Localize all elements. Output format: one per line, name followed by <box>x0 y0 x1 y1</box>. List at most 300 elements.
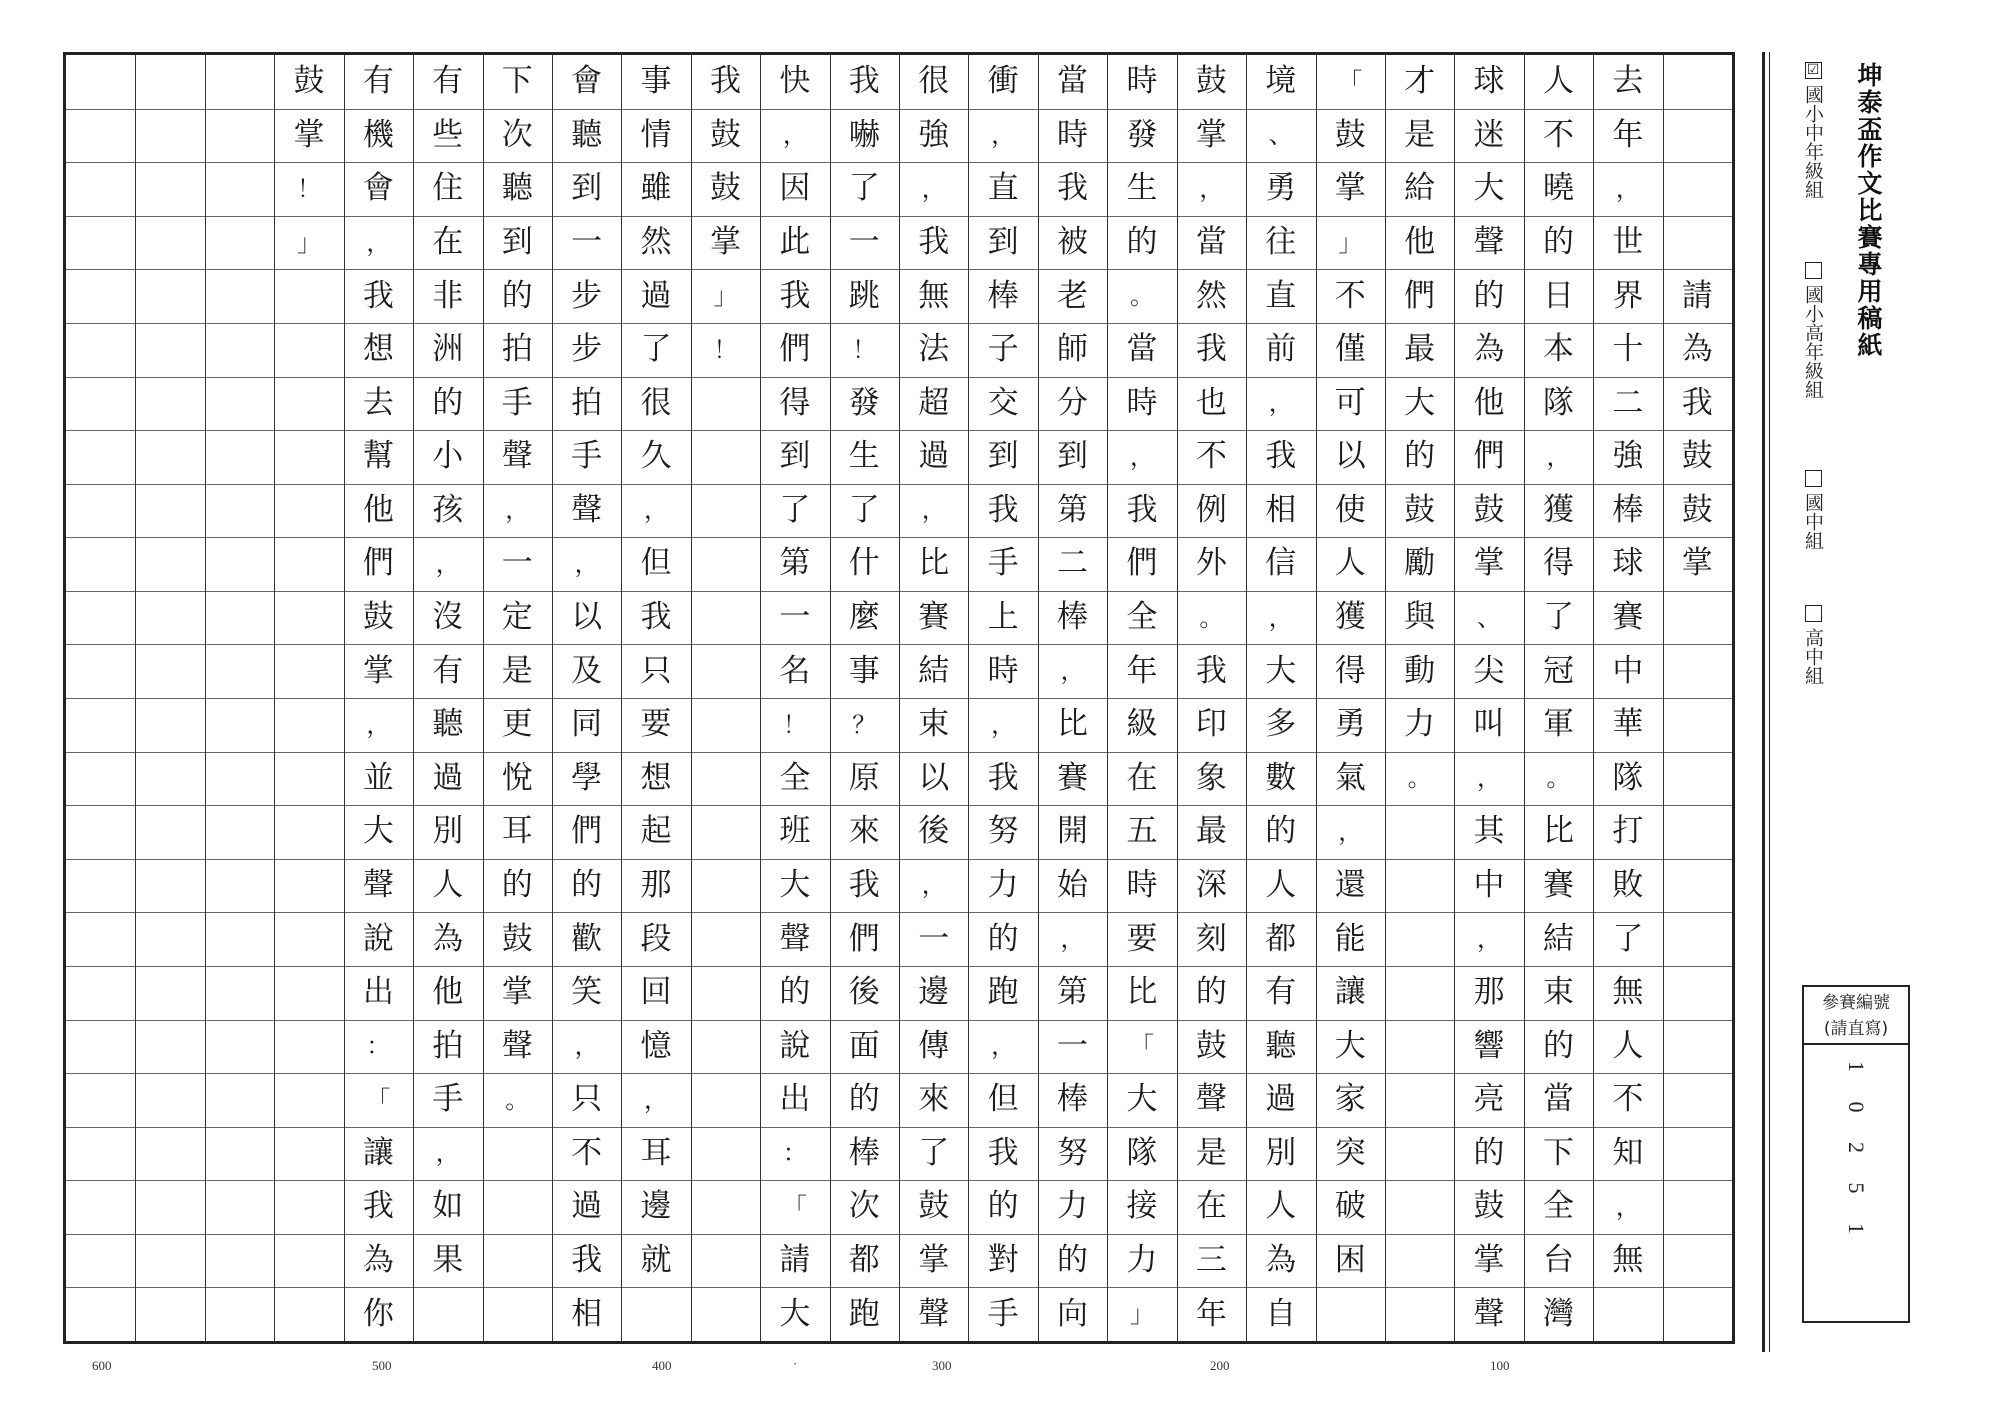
manuscript-cell <box>66 1287 135 1341</box>
checkbox-icon[interactable] <box>1805 470 1822 487</box>
manuscript-cell: 步 <box>571 277 603 314</box>
manuscript-cell: ： <box>782 1139 807 1168</box>
manuscript-cell: 人 <box>1334 545 1366 582</box>
manuscript-cell: 衝 <box>987 63 1019 100</box>
manuscript-cell: 年 <box>1126 652 1158 689</box>
manuscript-cell <box>1663 805 1732 859</box>
manuscript-cell: 都 <box>1265 920 1297 957</box>
manuscript-cell: 的 <box>1542 1027 1574 1064</box>
manuscript-cell <box>1663 1180 1732 1234</box>
manuscript-cell <box>691 484 760 538</box>
option-lower-elementary[interactable] <box>1800 62 1827 199</box>
entry-number-label: 參賽編號 <box>1822 993 1890 1013</box>
manuscript-cell: 法 <box>918 331 950 368</box>
manuscript-cell <box>274 269 343 323</box>
manuscript-cell: 得 <box>779 384 811 421</box>
manuscript-cell <box>274 644 343 698</box>
manuscript-cell <box>1663 1019 1732 1073</box>
manuscript-cell: 次 <box>848 1188 880 1225</box>
manuscript-cell: 的 <box>432 384 464 421</box>
entry-number-value[interactable]: 1 0 2 5 1 <box>1844 1061 1869 1246</box>
manuscript-cell: 次 <box>501 116 533 153</box>
manuscript-cell <box>205 162 274 216</box>
manuscript-cell: 世 <box>1612 224 1644 261</box>
manuscript-cell: 想 <box>362 331 394 368</box>
manuscript-cell: 手 <box>987 1295 1019 1332</box>
manuscript-cell: 人 <box>432 866 464 903</box>
manuscript-cell: 到 <box>501 224 533 261</box>
manuscript-cell <box>1663 1073 1732 1127</box>
manuscript-cell: 的 <box>1126 224 1158 261</box>
manuscript-cell: 過 <box>918 438 950 475</box>
manuscript-cell: 鼓 <box>709 116 741 153</box>
manuscript-cell: 手 <box>501 384 533 421</box>
manuscript-cell: 面 <box>848 1027 880 1064</box>
manuscript-cell: 麼 <box>848 599 880 636</box>
manuscript-cell: 拍 <box>571 384 603 421</box>
entry-number-header <box>1804 987 1908 1045</box>
manuscript-cell: 們 <box>571 813 603 850</box>
manuscript-cell: 亮 <box>1473 1081 1505 1118</box>
manuscript-cell: 一 <box>501 545 533 582</box>
manuscript-column <box>1385 55 1454 1341</box>
manuscript-cell: 印 <box>1195 706 1227 743</box>
manuscript-cell: 無 <box>918 277 950 314</box>
manuscript-cell: 過 <box>571 1188 603 1225</box>
manuscript-cell: 賽 <box>918 599 950 636</box>
manuscript-cell: 的 <box>571 866 603 903</box>
manuscript-cell: 的 <box>1473 1134 1505 1171</box>
manuscript-cell: 我 <box>848 63 880 100</box>
manuscript-cell: 我 <box>362 277 394 314</box>
manuscript-cell: 來 <box>918 1081 950 1118</box>
manuscript-cell <box>274 376 343 430</box>
manuscript-cell <box>274 698 343 752</box>
manuscript-cell: 鼓 <box>1681 438 1713 475</box>
char-counter: 200 <box>1210 1358 1230 1373</box>
manuscript-cell: ， <box>991 1032 1016 1061</box>
manuscript-cell: 為 <box>432 920 464 957</box>
manuscript-cell: 了 <box>779 491 811 528</box>
manuscript-cell: 例 <box>1195 491 1227 528</box>
manuscript-cell: 束 <box>918 706 950 743</box>
manuscript-cell: ， <box>1060 925 1085 954</box>
manuscript-cell: 曉 <box>1542 170 1574 207</box>
manuscript-cell: 努 <box>1057 1134 1089 1171</box>
manuscript-cell: 聽 <box>432 706 464 743</box>
manuscript-cell: 球 <box>1473 63 1505 100</box>
manuscript-cell: 一 <box>1057 1027 1089 1064</box>
manuscript-column <box>691 55 760 1341</box>
manuscript-cell: 跑 <box>848 1295 880 1332</box>
manuscript-cell <box>205 1234 274 1288</box>
manuscript-cell: 有 <box>432 63 464 100</box>
manuscript-cell <box>135 912 204 966</box>
manuscript-cell <box>1663 644 1732 698</box>
manuscript-column <box>1107 55 1176 1341</box>
manuscript-cell <box>135 323 204 377</box>
manuscript-cell: 直 <box>1265 277 1297 314</box>
manuscript-cell: 在 <box>432 224 464 261</box>
manuscript-cell <box>1385 1073 1454 1127</box>
manuscript-cell <box>205 1073 274 1127</box>
manuscript-cell: 生 <box>848 438 880 475</box>
manuscript-cell: 但 <box>987 1081 1019 1118</box>
manuscript-cell: 就 <box>640 1242 672 1278</box>
manuscript-cell: ， <box>435 549 460 578</box>
manuscript-cell <box>691 1019 760 1073</box>
manuscript-cell: 。 <box>1199 603 1224 632</box>
manuscript-cell <box>274 591 343 645</box>
manuscript-cell <box>66 1127 135 1181</box>
manuscript-cell: 賽 <box>1057 759 1089 796</box>
panel-divider <box>1762 52 1770 1352</box>
manuscript-cell: 不 <box>571 1134 603 1171</box>
manuscript-cell: 的 <box>501 277 533 314</box>
manuscript-cell: 拍 <box>432 1027 464 1064</box>
manuscript-cell <box>66 216 135 270</box>
manuscript-cell: 結 <box>918 652 950 689</box>
manuscript-cell <box>1385 1234 1454 1288</box>
manuscript-cell: 結 <box>1542 920 1574 957</box>
manuscript-cell: 勵 <box>1404 545 1436 582</box>
manuscript-cell: 日 <box>1542 277 1574 314</box>
manuscript-cell: 境 <box>1265 63 1297 100</box>
manuscript-cell: 聲 <box>1195 1081 1227 1118</box>
manuscript-cell <box>1385 1127 1454 1181</box>
manuscript-cell: 氣 <box>1334 759 1366 796</box>
manuscript-cell <box>135 484 204 538</box>
manuscript-cell <box>205 698 274 752</box>
manuscript-cell: 聽 <box>501 170 533 207</box>
manuscript-cell: 大 <box>1126 1081 1158 1118</box>
manuscript-cell <box>66 859 135 913</box>
manuscript-cell: 大 <box>1265 652 1297 689</box>
manuscript-cell <box>1663 55 1732 109</box>
manuscript-cell: 下 <box>501 63 533 100</box>
manuscript-cell: 會 <box>571 63 603 100</box>
manuscript-cell: 最 <box>1404 331 1436 368</box>
manuscript-cell <box>691 1287 760 1341</box>
manuscript-cell: 以 <box>918 759 950 796</box>
manuscript-cell: 不 <box>1612 1081 1644 1118</box>
manuscript-cell: 鼓 <box>1681 491 1713 528</box>
manuscript-cell: 小 <box>432 438 464 475</box>
manuscript-cell <box>274 430 343 484</box>
manuscript-cell <box>1663 966 1732 1020</box>
manuscript-cell <box>205 216 274 270</box>
manuscript-cell: 隊 <box>1126 1134 1158 1171</box>
manuscript-cell <box>135 698 204 752</box>
manuscript-column <box>1593 55 1662 1341</box>
manuscript-cell: 自 <box>1265 1295 1297 1332</box>
manuscript-cell: 跳 <box>848 277 880 314</box>
manuscript-cell <box>66 966 135 1020</box>
manuscript-column <box>1524 55 1593 1341</box>
manuscript-cell <box>66 912 135 966</box>
manuscript-cell <box>66 537 135 591</box>
manuscript-cell: 了 <box>848 491 880 528</box>
manuscript-cell <box>135 644 204 698</box>
manuscript-cell: 請 <box>779 1242 811 1278</box>
manuscript-cell: ？ <box>852 710 877 739</box>
manuscript-cell: 當 <box>1126 331 1158 368</box>
manuscript-cell: 但 <box>640 545 672 582</box>
manuscript-cell: 了 <box>848 170 880 207</box>
manuscript-cell <box>1385 1287 1454 1341</box>
manuscript-cell <box>1663 1287 1732 1341</box>
manuscript-cell <box>274 1234 343 1288</box>
manuscript-cell: 有 <box>1265 974 1297 1011</box>
manuscript-cell: 第 <box>779 545 811 582</box>
manuscript-cell: 子 <box>987 331 1019 368</box>
manuscript-column <box>552 55 621 1341</box>
manuscript-cell <box>66 1180 135 1234</box>
manuscript-cell <box>205 644 274 698</box>
manuscript-cell: 回 <box>640 974 672 1011</box>
manuscript-column <box>205 55 274 1341</box>
manuscript-cell: 到 <box>1057 438 1089 475</box>
manuscript-cell: 不 <box>1195 438 1227 475</box>
manuscript-cell <box>135 216 204 270</box>
manuscript-cell: 手 <box>571 438 603 475</box>
manuscript-cell: 他 <box>1473 384 1505 421</box>
manuscript-cell: 鼓 <box>293 63 325 100</box>
manuscript-cell: 力 <box>1057 1188 1089 1225</box>
manuscript-cell: 人 <box>1265 866 1297 903</box>
manuscript-cell: 起 <box>640 813 672 850</box>
manuscript-column <box>274 55 343 1341</box>
manuscript-cell: 孩 <box>432 491 464 528</box>
manuscript-cell: 的 <box>1404 438 1436 475</box>
manuscript-cell: 人 <box>1542 63 1574 100</box>
manuscript-cell: 的 <box>1057 1242 1089 1278</box>
manuscript-cell: 別 <box>432 813 464 850</box>
checkbox-icon[interactable] <box>1805 262 1822 279</box>
manuscript-cell: 中 <box>1473 866 1505 903</box>
manuscript-cell <box>691 591 760 645</box>
manuscript-cell: 他 <box>432 974 464 1011</box>
manuscript-cell <box>274 1287 343 1341</box>
manuscript-cell: ， <box>1477 764 1502 793</box>
manuscript-cell: 十 <box>1612 331 1644 368</box>
manuscript-cell: 深 <box>1195 866 1227 903</box>
manuscript-cell: ， <box>921 496 946 525</box>
manuscript-cell: 聲 <box>501 438 533 475</box>
manuscript-column <box>413 55 482 1341</box>
manuscript-cell: 困 <box>1334 1242 1366 1278</box>
manuscript-cell: ， <box>574 549 599 578</box>
manuscript-cell: 大 <box>1473 170 1505 207</box>
manuscript-cell: 然 <box>640 224 672 261</box>
manuscript-cell: 往 <box>1265 224 1297 261</box>
manuscript-cell <box>274 966 343 1020</box>
char-counter: · <box>793 1356 798 1371</box>
manuscript-cell: ， <box>921 174 946 203</box>
checkbox-icon[interactable]: ☑ <box>1805 62 1822 79</box>
manuscript-cell: ， <box>1129 442 1154 471</box>
manuscript-cell: 鼓 <box>1404 491 1436 528</box>
manuscript-cell: 界 <box>1612 277 1644 314</box>
manuscript-cell: 也 <box>1195 384 1227 421</box>
manuscript-cell: 大 <box>779 1295 811 1332</box>
manuscript-cell: 笑 <box>571 974 603 1011</box>
manuscript-cell: 你 <box>362 1295 394 1332</box>
manuscript-cell: ！ <box>852 335 877 364</box>
option-junior-high[interactable] <box>1800 470 1827 550</box>
manuscript-cell <box>274 1180 343 1234</box>
manuscript-cell <box>205 805 274 859</box>
manuscript-cell: 聲 <box>501 1027 533 1064</box>
manuscript-cell: ， <box>435 1139 460 1168</box>
manuscript-cell: 時 <box>1126 63 1158 100</box>
manuscript-cell <box>691 698 760 752</box>
manuscript-cell <box>66 376 135 430</box>
manuscript-cell <box>135 1127 204 1181</box>
manuscript-cell: 有 <box>432 652 464 689</box>
manuscript-cell: 」 <box>296 228 321 257</box>
manuscript-cell <box>1385 805 1454 859</box>
manuscript-cell: 要 <box>1126 920 1158 957</box>
manuscript-cell: 第 <box>1057 974 1089 1011</box>
manuscript-cell: 出 <box>362 974 394 1011</box>
manuscript-cell: 如 <box>432 1188 464 1225</box>
manuscript-cell: ， <box>991 121 1016 150</box>
manuscript-cell: 我 <box>1057 170 1089 207</box>
manuscript-cell: ， <box>782 121 807 150</box>
option-label: 國小中年級組 <box>1802 85 1824 199</box>
manuscript-cell: 棒 <box>1057 599 1089 636</box>
manuscript-cell: 耳 <box>640 1134 672 1171</box>
manuscript-cell: 」 <box>1338 228 1363 257</box>
manuscript-cell: 努 <box>987 813 1019 850</box>
manuscript-cell: 有 <box>362 63 394 100</box>
manuscript-cell: 「 <box>1129 1032 1154 1061</box>
manuscript-cell: 聲 <box>362 866 394 903</box>
manuscript-cell: 幫 <box>362 438 394 475</box>
manuscript-cell: 打 <box>1612 813 1644 850</box>
manuscript-cell <box>135 430 204 484</box>
manuscript-cell: 其 <box>1473 813 1505 850</box>
option-label: 高中組 <box>1802 628 1824 685</box>
manuscript-cell <box>1663 216 1732 270</box>
manuscript-cell: 全 <box>1126 599 1158 636</box>
char-counter: 500 <box>372 1358 392 1373</box>
manuscript-cell: 前 <box>1265 331 1297 368</box>
manuscript-cell <box>1663 162 1732 216</box>
manuscript-cell <box>621 1287 690 1341</box>
manuscript-cell: 」 <box>713 282 738 311</box>
manuscript-cell: 沒 <box>432 599 464 636</box>
manuscript-cell: 會 <box>362 170 394 207</box>
manuscript-cell: 師 <box>1057 331 1089 368</box>
manuscript-cell: 我 <box>1681 384 1713 421</box>
manuscript-cell: 大 <box>1404 384 1436 421</box>
manuscript-cell: 說 <box>779 1027 811 1064</box>
option-upper-elementary[interactable] <box>1800 262 1827 399</box>
manuscript-cell: 年 <box>1612 116 1644 153</box>
manuscript-cell: 掌 <box>362 652 394 689</box>
manuscript-column <box>968 55 1037 1341</box>
manuscript-cell: ， <box>1199 174 1224 203</box>
option-senior-high[interactable] <box>1800 605 1827 685</box>
manuscript-cell: 相 <box>571 1295 603 1332</box>
manuscript-cell: 始 <box>1057 866 1089 903</box>
manuscript-cell <box>483 1127 552 1181</box>
entry-number-box <box>1802 985 1910 1323</box>
manuscript-column <box>899 55 968 1341</box>
manuscript-cell: 邊 <box>640 1188 672 1225</box>
manuscript-cell <box>1663 1127 1732 1181</box>
manuscript-cell <box>66 55 135 109</box>
manuscript-cell <box>205 109 274 163</box>
manuscript-cell: 球 <box>1612 545 1644 582</box>
manuscript-cell: 得 <box>1334 652 1366 689</box>
manuscript-cell: 聲 <box>918 1295 950 1332</box>
manuscript-cell: ， <box>1546 442 1571 471</box>
manuscript-cell: ， <box>366 228 391 257</box>
manuscript-cell: 步 <box>571 331 603 368</box>
manuscript-cell: 「 <box>1338 67 1363 96</box>
manuscript-cell: 掌 <box>1334 170 1366 207</box>
manuscript-cell: 大 <box>1334 1027 1366 1064</box>
manuscript-cell: 是 <box>1195 1134 1227 1171</box>
manuscript-cell: 非 <box>432 277 464 314</box>
manuscript-cell: 鼓 <box>1195 63 1227 100</box>
manuscript-cell: 的 <box>779 974 811 1011</box>
manuscript-cell: 的 <box>1542 224 1574 261</box>
manuscript-cell: ， <box>921 871 946 900</box>
manuscript-cell <box>135 1234 204 1288</box>
manuscript-cell <box>66 805 135 859</box>
manuscript-cell: 都 <box>848 1242 880 1278</box>
manuscript-cell: 的 <box>848 1081 880 1118</box>
manuscript-column <box>135 55 204 1341</box>
manuscript-cell: 們 <box>848 920 880 957</box>
form-title: 坤泰盃作文比賽專用稿紙 <box>1854 62 1883 359</box>
manuscript-cell: 手 <box>432 1081 464 1118</box>
checkbox-icon[interactable] <box>1805 605 1822 622</box>
manuscript-cell: 時 <box>1126 384 1158 421</box>
manuscript-cell: ， <box>366 710 391 739</box>
manuscript-cell <box>205 859 274 913</box>
manuscript-cell: 時 <box>1057 116 1089 153</box>
manuscript-cell: 以 <box>571 599 603 636</box>
manuscript-cell: 時 <box>987 652 1019 689</box>
manuscript-cell: ！ <box>713 335 738 364</box>
manuscript-cell: 我 <box>1126 491 1158 528</box>
manuscript-cell: 要 <box>640 706 672 743</box>
manuscript-cell: 別 <box>1265 1134 1297 1171</box>
manuscript-cell: 事 <box>848 652 880 689</box>
manuscript-cell <box>205 1019 274 1073</box>
manuscript-cell: 讓 <box>1334 974 1366 1011</box>
manuscript-cell: 數 <box>1265 759 1297 796</box>
manuscript-cell: 力 <box>1404 706 1436 743</box>
manuscript-cell <box>66 1073 135 1127</box>
manuscript-cell: 軍 <box>1542 706 1574 743</box>
manuscript-cell: ， <box>574 1032 599 1061</box>
manuscript-cell: 來 <box>848 813 880 850</box>
manuscript-cell: 快 <box>779 63 811 100</box>
manuscript-cell: 後 <box>848 974 880 1011</box>
manuscript-cell: 刻 <box>1195 920 1227 957</box>
manuscript-cell: 直 <box>987 170 1019 207</box>
manuscript-cell <box>1385 859 1454 913</box>
manuscript-cell: 然 <box>1195 277 1227 314</box>
manuscript-cell: 能 <box>1334 920 1366 957</box>
char-counter: 100 <box>1490 1358 1510 1373</box>
